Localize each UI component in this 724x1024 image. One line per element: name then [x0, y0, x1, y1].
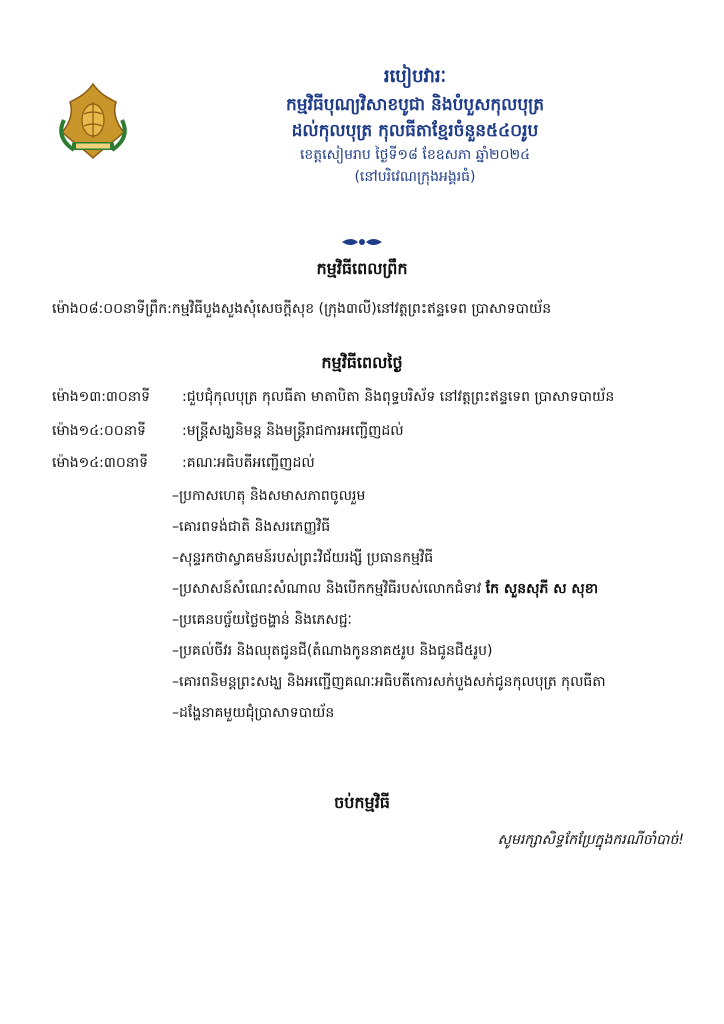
ministry-emblem-logo: [56, 80, 130, 162]
end-of-program-label: ចប់កម្មវិធី: [334, 793, 390, 812]
schedule-row: [52, 387, 614, 408]
morning-schedule-line: ម៉ោង០៨:០០នាទីព្រឹក:កម្មវិធីបួងសួងសុំសេចក្តីសុខ (ក្រុង៣លី)នៅវត្តព្រះឥន្ទទេព ប្រាសាទបាយ័ន: [52, 301, 552, 317]
program-item-text: –ប្រសាសន៍សំណេះសំណាល និងបើកកម្មវិធីរបស់លោកជំទាវ: [172, 581, 486, 597]
schedule-time: ម៉ោង១៤:៣០នាទី: [52, 455, 148, 471]
morning-section-title: កម្មវិធីពេលព្រឹក: [316, 259, 408, 278]
program-item: –ប្រគល់ចីវរ និងឈុតជូនជី(តំណាងកូននាគ៥រូប និងជូនជី៥រូប): [172, 643, 493, 659]
program-item: –ដង្ហែនាគមួយជុំប្រាសាទបាយ័ន: [172, 705, 335, 721]
event-date-line: ខេត្តសៀមរាប ថ្ងៃទី១៨ ខែឧសភា ឆ្នាំ២០២៤: [299, 147, 531, 163]
program-item: –ប្រកាសហេតុ និងសមាសភាពចូលរួម: [172, 488, 366, 504]
event-title-line1: កម្មវិធីបុណ្យវិសាខបូជា និងបំបួសកុលបុត្រ: [285, 95, 544, 115]
program-item: –គោរពទង់ជាតិ និងសរភេញ្ញវិធី: [172, 519, 331, 535]
event-title-line2: ដល់កុលបុត្រ កុលធីតាខ្មែរចំនួន៥៤០រូប: [291, 121, 539, 141]
event-venue-line: (នៅបរិវេណក្រុងអង្គរធំ): [354, 169, 476, 185]
rights-note: សូមរក្សាសិទ្ធកែប្រែក្នុងករណីចាំបាច់!: [497, 832, 684, 848]
honoree-name: កែ សួនសុភី ស សុខា: [485, 581, 599, 597]
program-item: –សុន្ទរកថាស្វាគមន៍របស់ព្រះវិជ័យរង្សី ប្រធានកម្មវិធី: [172, 550, 434, 566]
schedule-row: [52, 453, 315, 474]
schedule-desc: :មន្ត្រីសង្ឃនិមន្ត និងមន្ត្រីរាជការអញ្ជើញដល់: [182, 423, 404, 439]
schedule-time: ម៉ោង១៤:០០នាទី: [52, 423, 146, 439]
ornament-divider: [340, 233, 384, 245]
document-header: [150, 62, 680, 188]
program-item: [172, 579, 598, 600]
program-item: –គោរពនិមន្តព្រះសង្ឃ និងអញ្ជើញគណៈអធិបតីកោរសក់បួងសក់ជូនកុលបុត្រ កុលធីតា: [172, 674, 606, 690]
schedule-desc: :ជួបជុំកុលបុត្រ កុលធីតា មាតាបិតា និងពុទ្ធបរិស័ទ នៅវត្តព្រះឥន្ទទេព ប្រាសាទបាយ័ន: [182, 389, 615, 405]
program-item: –ប្រគេនបច្ច័យថ្លៃចង្ហាន់ និងភេសជ្ជៈ: [172, 612, 352, 628]
schedule-row: [52, 421, 404, 442]
schedule-desc: :គណៈអធិបតីអញ្ជើញដល់: [182, 455, 315, 471]
agenda-label: របៀបវារៈ: [383, 66, 447, 87]
schedule-time: ម៉ោង១៣:៣០នាទី: [52, 389, 151, 405]
afternoon-section-title: កម្មវិធីពេលថ្ងៃ: [321, 353, 403, 372]
